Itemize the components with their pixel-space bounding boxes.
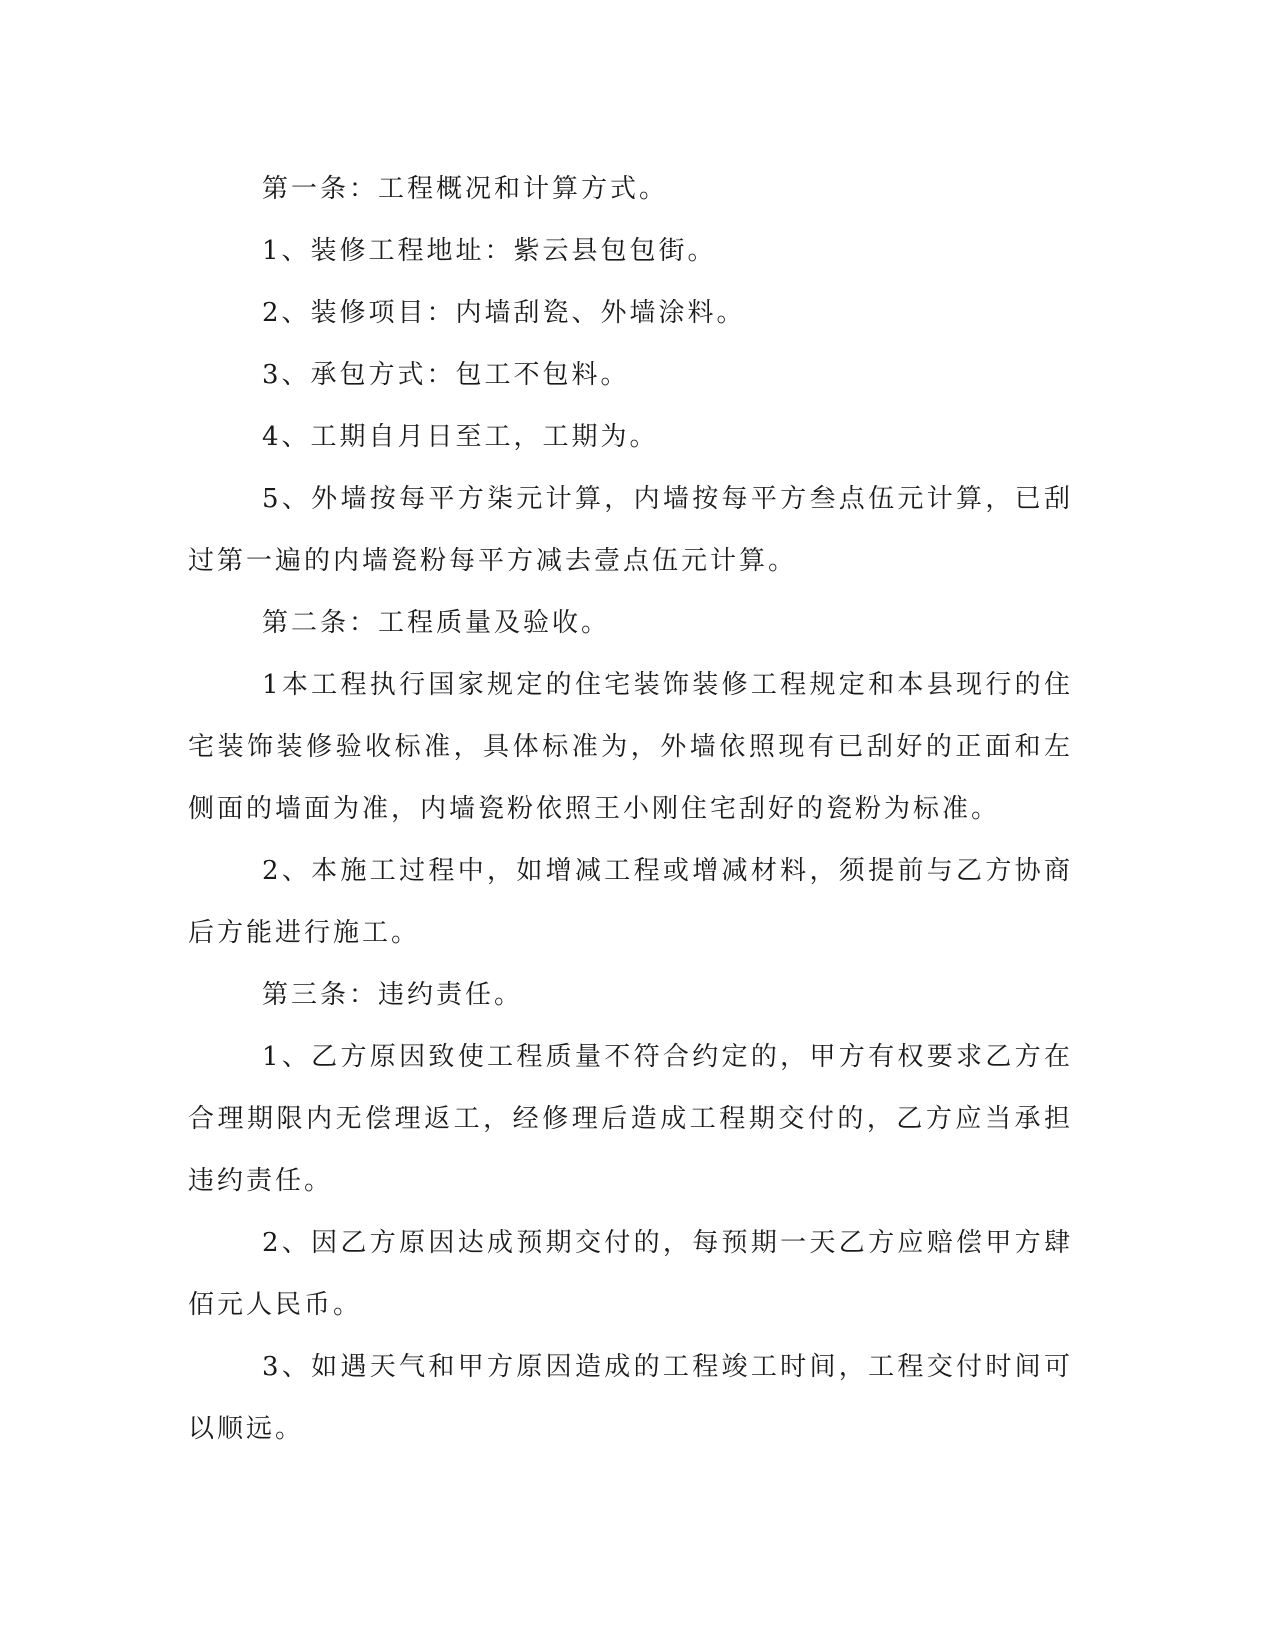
document-body: [188, 158, 1073, 1460]
change-negotiation-item: 2、本施工过程中，如增减工程或增减材料，须提前与乙方协商后方能进行施工。: [188, 856, 1073, 948]
article-3-heading: 第三条：违约责任。: [262, 980, 524, 1010]
contract-method-item: 3、承包方式：包工不包料。: [262, 360, 630, 390]
project-address-item: 1、装修工程地址：紫云县包包街。: [262, 236, 717, 266]
delay-penalty-item: 2、因乙方原因达成预期交付的，每预期一天乙方应赔偿甲方肆佰元人民币。: [188, 1228, 1073, 1320]
schedule-item: 4、工期自月日至工，工期为。: [262, 422, 659, 452]
pricing-item: 5、外墙按每平方柒元计算，内墙按每平方叁点伍元计算，已刮过第一遍的内墙瓷粉每平方减去壹点伍元计算。: [188, 484, 1073, 576]
article-2-heading: 第二条：工程质量及验收。: [262, 608, 611, 638]
article-1-heading: 第一条：工程概况和计算方式。: [262, 174, 669, 204]
project-items-item: 2、装修项目：内墙刮瓷、外墙涂料。: [262, 298, 746, 328]
weather-extension-item: 3、如遇天气和甲方原因造成的工程竣工时间，工程交付时间可以顺远。: [188, 1352, 1073, 1444]
rework-liability-item: 1、乙方原因致使工程质量不符合约定的，甲方有权要求乙方在合理期限内无偿理返工，经修理后造成工程期交付的，乙方应当承担违约责任。: [188, 1042, 1073, 1196]
quality-standard-item: 1本工程执行国家规定的住宅装饰装修工程规定和本县现行的住宅装饰装修验收标准，具体标准为，外墙依照现有已刮好的正面和左侧面的墙面为准，内墙瓷粉依照王小刚住宅刮好的瓷粉为标准。: [188, 670, 1073, 824]
